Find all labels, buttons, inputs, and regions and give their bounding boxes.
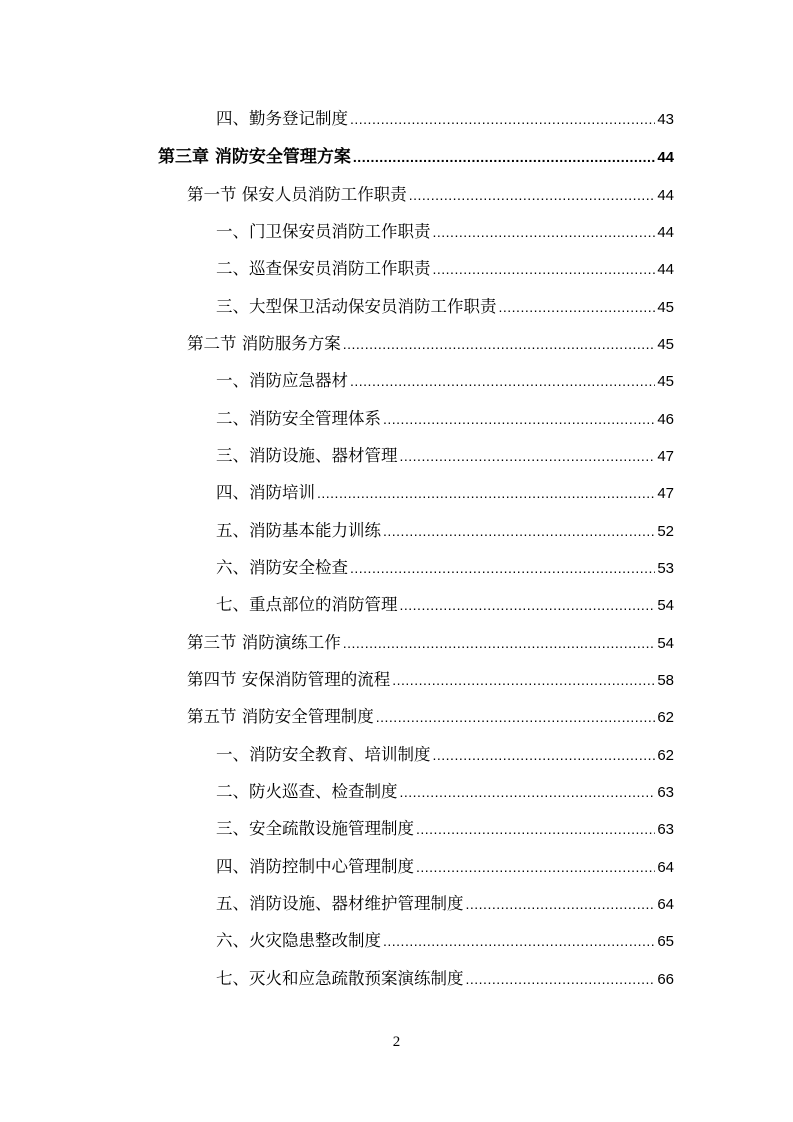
toc-entry-label: 四、消防培训: [216, 483, 315, 502]
toc-leader-dots: [383, 926, 655, 956]
toc-entry-section[interactable]: [187, 665, 674, 695]
toc-entry[interactable]: [216, 590, 674, 620]
toc-entry-label: 第五节 消防安全管理制度: [187, 707, 374, 726]
toc-entry[interactable]: [216, 292, 674, 322]
toc-leader-dots: [433, 254, 656, 284]
toc-leader-dots: [353, 142, 655, 172]
toc-leader-dots: [376, 702, 656, 732]
toc-entry-page: 54: [657, 635, 674, 652]
toc-entry-label: 六、火灾隐患整改制度: [216, 931, 381, 950]
toc-entry-page: 44: [657, 149, 674, 166]
toc-entry-page: 64: [657, 896, 674, 913]
toc-entry-label: 四、勤务登记制度: [216, 109, 348, 128]
toc-entry[interactable]: [216, 889, 674, 919]
toc-entry-section[interactable]: [187, 628, 674, 658]
toc-leader-dots: [343, 329, 656, 359]
toc-entry[interactable]: [216, 516, 674, 546]
toc-entry-label: 二、防火巡查、检查制度: [216, 782, 398, 801]
toc-entry-page: 54: [657, 597, 674, 614]
toc-entry-page: 52: [657, 523, 674, 540]
toc-entry-label: 四、消防控制中心管理制度: [216, 857, 414, 876]
toc-leader-dots: [383, 516, 655, 546]
toc-entry-page: 58: [657, 672, 674, 689]
toc-leader-dots: [466, 889, 656, 919]
toc-leader-dots: [416, 814, 655, 844]
toc-leader-dots: [416, 852, 655, 882]
toc-entry[interactable]: [216, 964, 674, 994]
toc-leader-dots: [433, 217, 656, 247]
toc-entry-label: 六、消防安全检查: [216, 558, 348, 577]
page-number: 2: [392, 1034, 401, 1050]
toc-entry-page: 63: [657, 784, 674, 801]
toc-entry-label: 第一节 保安人员消防工作职责: [187, 185, 407, 204]
toc-entry-label: 第三章 消防安全管理方案: [158, 147, 351, 167]
toc-entry-label: 第二节 消防服务方案: [187, 334, 341, 353]
toc-entry[interactable]: [216, 814, 674, 844]
toc-entry-page: 62: [657, 709, 674, 726]
toc-entry-page: 43: [657, 111, 674, 128]
toc-entry-label: 第四节 安保消防管理的流程: [187, 670, 391, 689]
toc-entry[interactable]: [216, 740, 674, 770]
toc-entry-page: 45: [657, 336, 674, 353]
toc-entry[interactable]: [216, 441, 674, 471]
toc-entry-page: 47: [657, 485, 674, 502]
toc-leader-dots: [392, 665, 655, 695]
toc-entry-page: 44: [657, 187, 674, 204]
toc-entry[interactable]: [216, 852, 674, 882]
toc-entry-page: 47: [657, 448, 674, 465]
toc-entry-section[interactable]: [187, 702, 674, 732]
toc-leader-dots: [433, 740, 656, 770]
toc-entry[interactable]: [216, 478, 674, 508]
toc-entry-label: 五、消防基本能力训练: [216, 521, 381, 540]
toc-leader-dots: [350, 366, 655, 396]
toc-entry-label: 一、门卫保安员消防工作职责: [216, 222, 431, 241]
toc-entry-page: 64: [657, 859, 674, 876]
toc-entry-label: 七、灭火和应急疏散预案演练制度: [216, 969, 464, 988]
toc-entry-label: 第三节 消防演练工作: [187, 633, 341, 652]
toc-entry[interactable]: [216, 366, 674, 396]
toc-leader-dots: [343, 628, 656, 658]
toc-entry-page: 53: [657, 560, 674, 577]
toc-entry-label: 三、大型保卫活动保安员消防工作职责: [216, 297, 497, 316]
toc-entry-page: 66: [657, 971, 674, 988]
toc-entry[interactable]: [216, 553, 674, 583]
toc-entry-page: 44: [657, 261, 674, 278]
toc-entry[interactable]: [216, 777, 674, 807]
toc-entry-label: 五、消防设施、器材维护管理制度: [216, 894, 464, 913]
toc-leader-dots: [317, 478, 655, 508]
toc-entry-chapter[interactable]: [158, 142, 674, 172]
toc-entry-label: 三、消防设施、器材管理: [216, 446, 398, 465]
toc-entry[interactable]: [216, 404, 674, 434]
toc-leader-dots: [400, 441, 656, 471]
toc-entry-section[interactable]: [187, 329, 674, 359]
toc-entry-label: 三、安全疏散设施管理制度: [216, 819, 414, 838]
toc-leader-dots: [383, 404, 655, 434]
toc-leader-dots: [400, 777, 656, 807]
toc-entry-page: 65: [657, 933, 674, 950]
toc-entry-label: 七、重点部位的消防管理: [216, 595, 398, 614]
toc-entry[interactable]: [216, 926, 674, 956]
toc-leader-dots: [499, 292, 656, 322]
toc-entry[interactable]: [216, 217, 674, 247]
toc-leader-dots: [350, 104, 655, 134]
toc-entry-page: 62: [657, 747, 674, 764]
toc-entry-page: 63: [657, 821, 674, 838]
toc-entry-page: 45: [657, 299, 674, 316]
toc-entry-label: 一、消防应急器材: [216, 371, 348, 390]
toc-entry-page: 46: [657, 411, 674, 428]
toc-leader-dots: [400, 590, 656, 620]
toc-entry[interactable]: [216, 104, 674, 134]
toc-leader-dots: [466, 964, 656, 994]
toc-entry-label: 二、消防安全管理体系: [216, 409, 381, 428]
toc-entry-label: 一、消防安全教育、培训制度: [216, 745, 431, 764]
toc-leader-dots: [409, 180, 656, 210]
toc-entry[interactable]: [216, 254, 674, 284]
toc-entry-page: 44: [657, 224, 674, 241]
toc-entry-label: 二、巡查保安员消防工作职责: [216, 259, 431, 278]
toc-leader-dots: [350, 553, 655, 583]
toc-entry-section[interactable]: [187, 180, 674, 210]
toc-entry-page: 45: [657, 373, 674, 390]
